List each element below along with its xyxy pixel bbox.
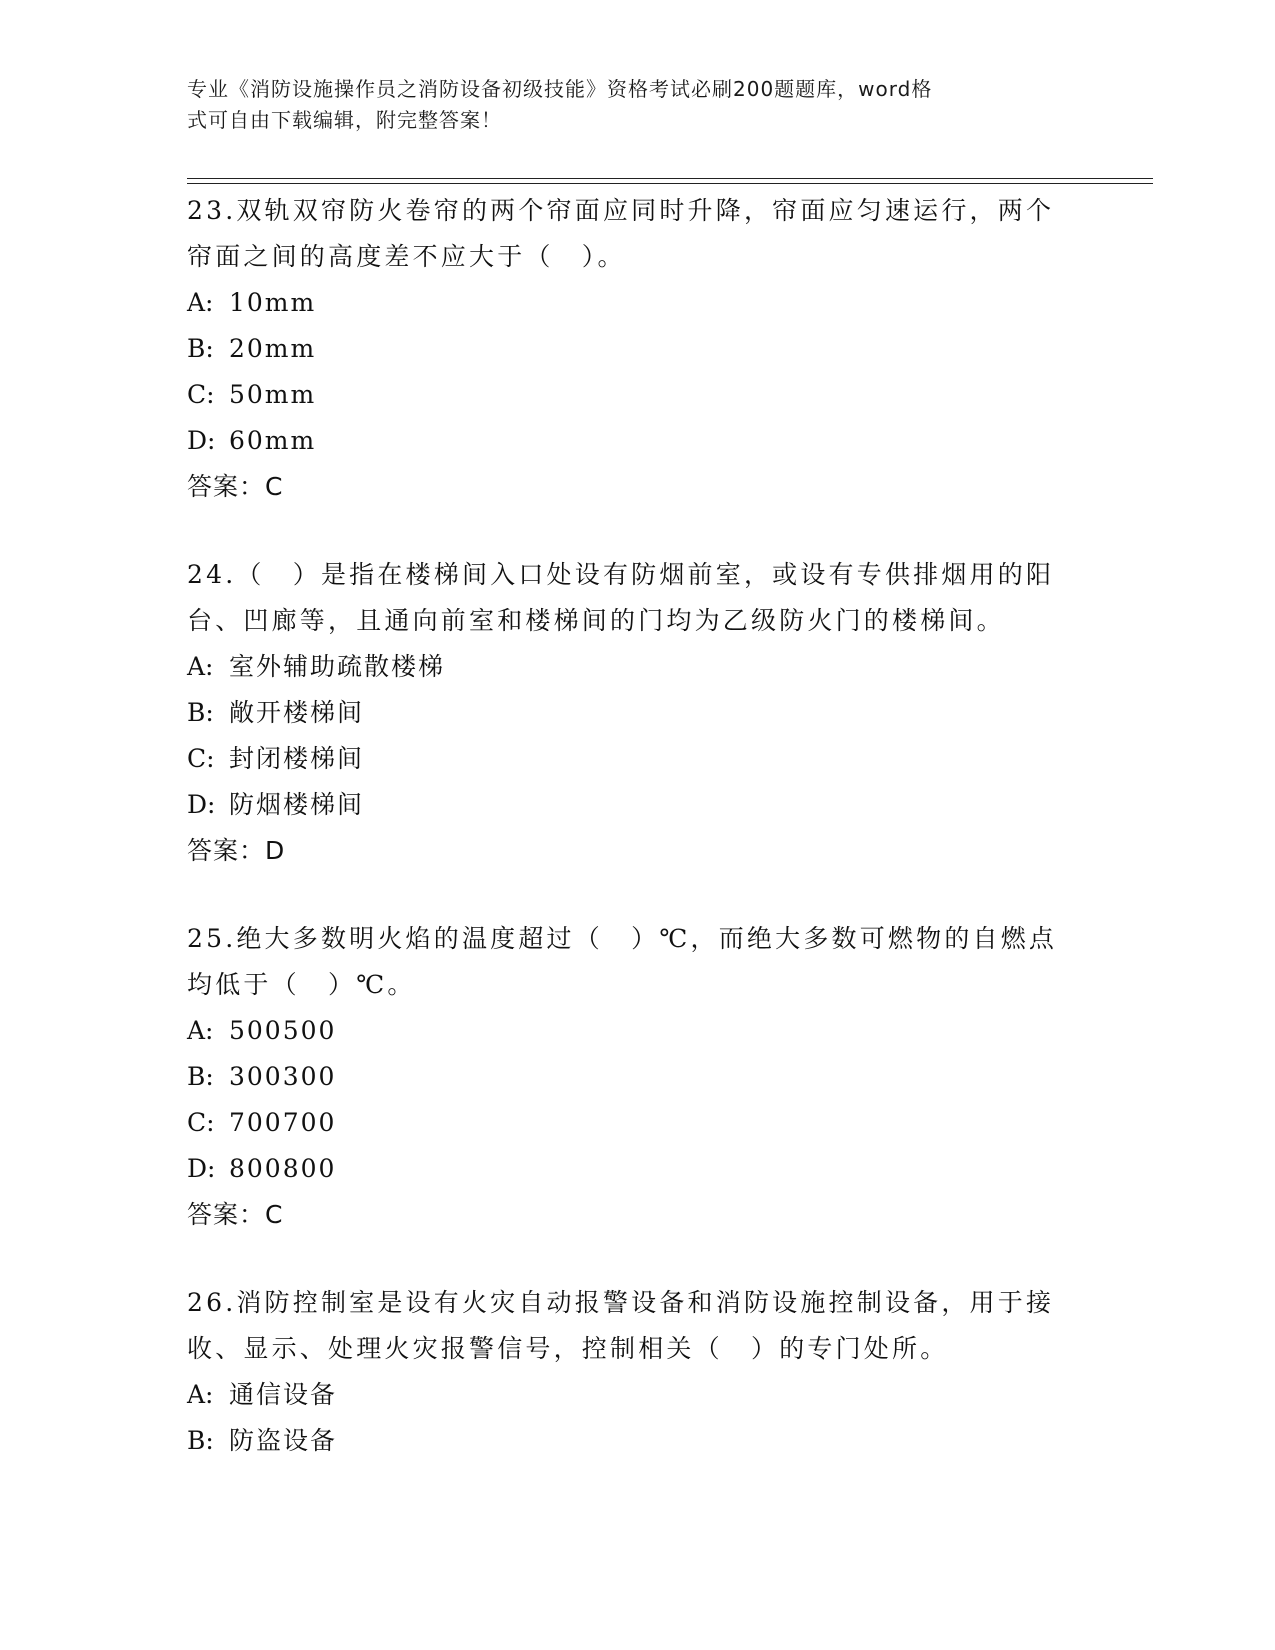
option-text: 800800 bbox=[229, 1154, 337, 1183]
option-b bbox=[187, 1418, 1087, 1464]
option-d bbox=[187, 1146, 1087, 1192]
option-text: 50mm bbox=[229, 380, 317, 409]
option-text: 室外辅助疏散楼梯 bbox=[229, 652, 446, 681]
option-letter: B: bbox=[187, 698, 214, 727]
option-text: 700700 bbox=[229, 1108, 337, 1137]
option-text: 300300 bbox=[229, 1062, 337, 1091]
option-letter: B: bbox=[187, 334, 214, 363]
option-d bbox=[187, 418, 1087, 464]
option-letter: A: bbox=[187, 1016, 214, 1045]
option-letter: C: bbox=[187, 1108, 215, 1137]
option-letter: C: bbox=[187, 744, 215, 773]
option-text: 敞开楼梯间 bbox=[229, 698, 365, 727]
option-letter: D: bbox=[187, 790, 216, 819]
option-text: 通信设备 bbox=[229, 1380, 338, 1409]
option-a bbox=[187, 1008, 1087, 1054]
option-d bbox=[187, 782, 1087, 828]
question-text-line-2: 均低于（ ）℃。 bbox=[187, 970, 416, 999]
option-letter: B: bbox=[187, 1426, 214, 1455]
question-text-line-2: 收、显示、处理火灾报警信号，控制相关（ ）的专门处所。 bbox=[187, 1334, 949, 1363]
header-divider-bottom bbox=[187, 183, 1153, 184]
answer-line: 答案：C bbox=[187, 472, 284, 501]
option-text: 防烟楼梯间 bbox=[229, 790, 365, 819]
header-divider-top bbox=[187, 178, 1153, 179]
option-c bbox=[187, 1100, 1087, 1146]
option-b bbox=[187, 1054, 1087, 1100]
option-text: 60mm bbox=[229, 426, 317, 455]
question-26 bbox=[187, 1280, 1087, 1464]
header-line-2: 式可自由下载编辑，附完整答案！ bbox=[187, 108, 502, 132]
option-b bbox=[187, 326, 1087, 372]
option-text: 500500 bbox=[229, 1016, 337, 1045]
option-b bbox=[187, 690, 1087, 736]
question-24 bbox=[187, 552, 1087, 874]
option-letter: B: bbox=[187, 1062, 214, 1091]
question-text-line-1: 26.消防控制室是设有火灾自动报警设备和消防设施控制设备，用于接 bbox=[187, 1288, 1055, 1317]
option-text: 防盗设备 bbox=[229, 1426, 338, 1455]
answer-line: 答案：D bbox=[187, 836, 286, 865]
header-line-1: 专业《消防设施操作员之消防设备初级技能》资格考试必刷200题题库，word格 bbox=[187, 77, 933, 101]
question-25 bbox=[187, 916, 1087, 1238]
document-header bbox=[187, 74, 1067, 136]
option-text: 10mm bbox=[229, 288, 317, 317]
option-text: 封闭楼梯间 bbox=[229, 744, 365, 773]
option-letter: D: bbox=[187, 1154, 216, 1183]
option-letter: A: bbox=[187, 288, 214, 317]
option-text: 20mm bbox=[229, 334, 317, 363]
option-letter: A: bbox=[187, 652, 214, 681]
option-c bbox=[187, 372, 1087, 418]
question-23 bbox=[187, 188, 1087, 510]
question-text-line-1: 23.双轨双帘防火卷帘的两个帘面应同时升降，帘面应匀速运行，两个 bbox=[187, 196, 1055, 225]
question-text-line-1: 25.绝大多数明火焰的温度超过（ ）℃，而绝大多数可燃物的自燃点 bbox=[187, 924, 1058, 953]
option-a bbox=[187, 280, 1087, 326]
question-text-line-1: 24.（ ）是指在楼梯间入口处设有防烟前室，或设有专供排烟用的阳 bbox=[187, 560, 1055, 589]
option-c bbox=[187, 736, 1087, 782]
question-text-line-2: 帘面之间的高度差不应大于（ ）。 bbox=[187, 242, 626, 271]
question-text-line-2: 台、凹廊等，且通向前室和楼梯间的门均为乙级防火门的楼梯间。 bbox=[187, 606, 1005, 635]
option-letter: D: bbox=[187, 426, 216, 455]
answer-line: 答案：C bbox=[187, 1200, 284, 1229]
option-letter: C: bbox=[187, 380, 215, 409]
option-a bbox=[187, 644, 1087, 690]
option-letter: A: bbox=[187, 1380, 214, 1409]
option-a bbox=[187, 1372, 1087, 1418]
